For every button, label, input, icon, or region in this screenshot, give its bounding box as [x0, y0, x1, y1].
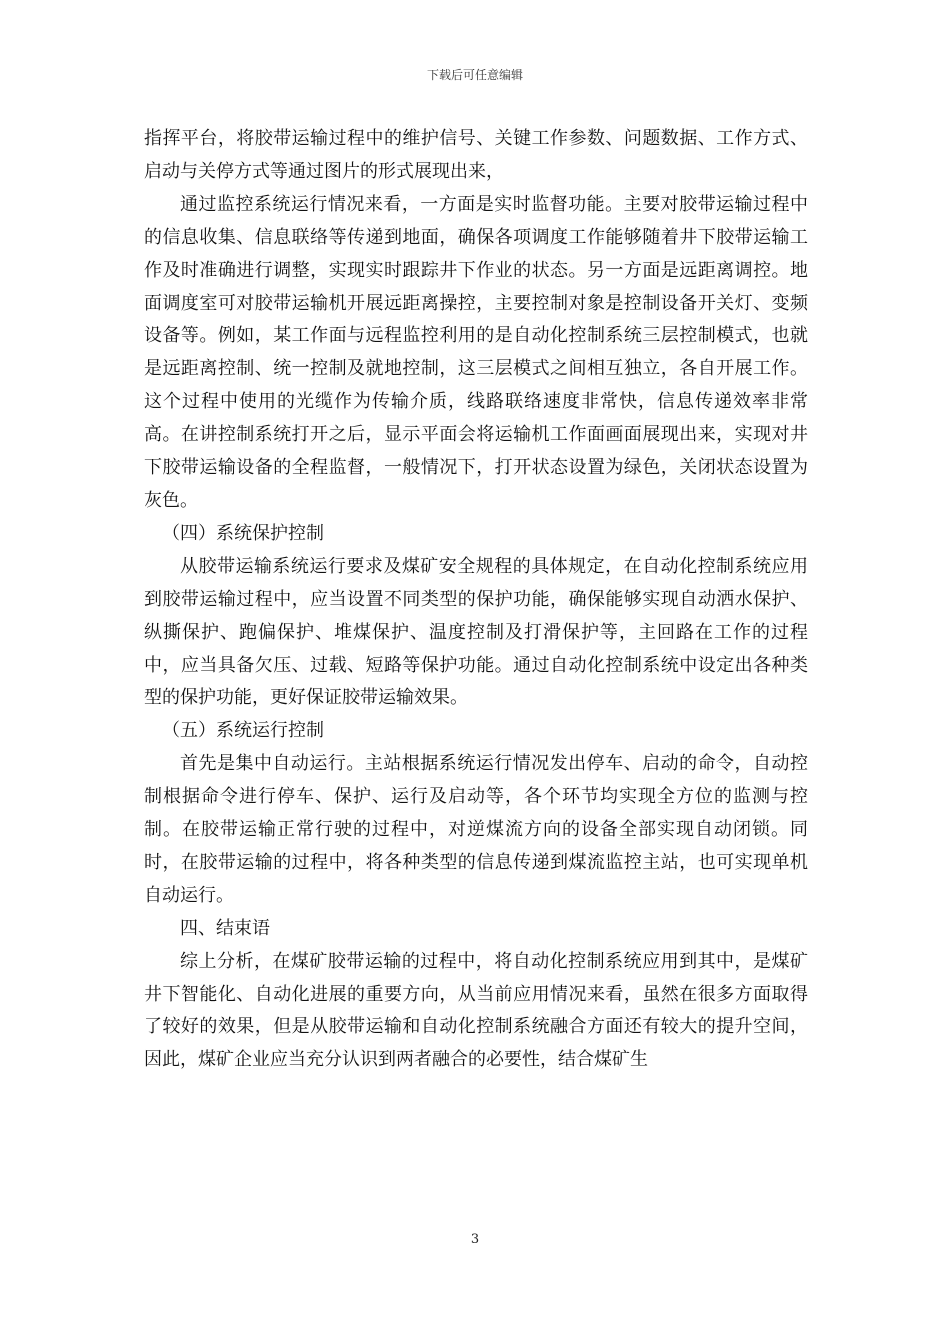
paragraph-conclusion: 综上分析，在煤矿胶带运输的过程中，将自动化控制系统应用到其中，是煤矿井下智能化、自动化进展的重要方向，从当前应用情况来看，虽然在很多方面取得了较好的效果，但是从胶带运输和自动化控制系统融合方面还有较大的提升空间，因此，煤矿企业应当充分认识到两者融合的必要性，结合煤矿生 — [144, 950, 808, 1071]
section-heading-conclusion: 四、结束语 — [180, 917, 270, 939]
page-header: 下载后可任意编辑 — [426, 68, 523, 82]
section-heading-operation: （五）系统运行控制 — [162, 720, 324, 742]
paragraph-operation: 首先是集中自动运行。主站根据系统运行情况发出停车、启动的命令，自动控制根据命令进行停车、保护、运行及启动等，各个环节均实现全方位的监测与控制。在胶带运输正常行驶的过程中，对逆煤流方向的设备全部实现自动闭锁。同时，在胶带运输的过程中，将各种类型的信息传递到煤流监控主站，也可实现单机自动运行。 — [144, 753, 808, 906]
document-body — [144, 123, 808, 1077]
page-number: 3 — [470, 1232, 480, 1247]
paragraph-monitoring: 通过监控系统运行情况来看，一方面是实时监督功能。主要对胶带运输过程中的信息收集、信息联络等传递到地面，确保各项调度工作能够随着井下胶带运输工作及时准确进行调整，实现实时跟踪井下作业的状态。另一方面是远距离调控。地面调度室可对胶带运输机开展远距离操控，主要控制对象是控制设备开关灯、变频设备等。例如，某工作面与远程监控利用的是自动化控制系统三层控制模式，也就是远距离控制、统一控制及就地控制，这三层模式之间相互独立，各自开展工作。这个过程中使用的光缆作为传输介质，线路联络速度非常快，信息传递效率非常高。在讲控制系统打开之后，显示平面会将运输机工作面画面展现出来，实现对井下胶带运输设备的全程监督，一般情况下，打开状态设置为绿色，关闭状态设置为灰色。 — [144, 193, 808, 511]
section-heading-protection: （四）系统保护控制 — [162, 522, 324, 544]
paragraph-continuation: 指挥平台，将胶带运输过程中的维护信号、关键工作参数、问题数据、工作方式、启动与关停方式等通过图片的形式展现出来， — [144, 128, 808, 182]
paragraph-protection: 从胶带运输系统运行要求及煤矿安全规程的具体规定，在自动化控制系统应用到胶带运输过程中，应当设置不同类型的保护功能，确保能够实现自动洒水保护、纵撕保护、跑偏保护、堆煤保护、温度控制及打滑保护等，主回路在工作的过程中，应当具备欠压、过载、短路等保护功能。通过自动化控制系统中设定出各种类型的保护功能，更好保证胶带运输效果。 — [144, 555, 808, 709]
